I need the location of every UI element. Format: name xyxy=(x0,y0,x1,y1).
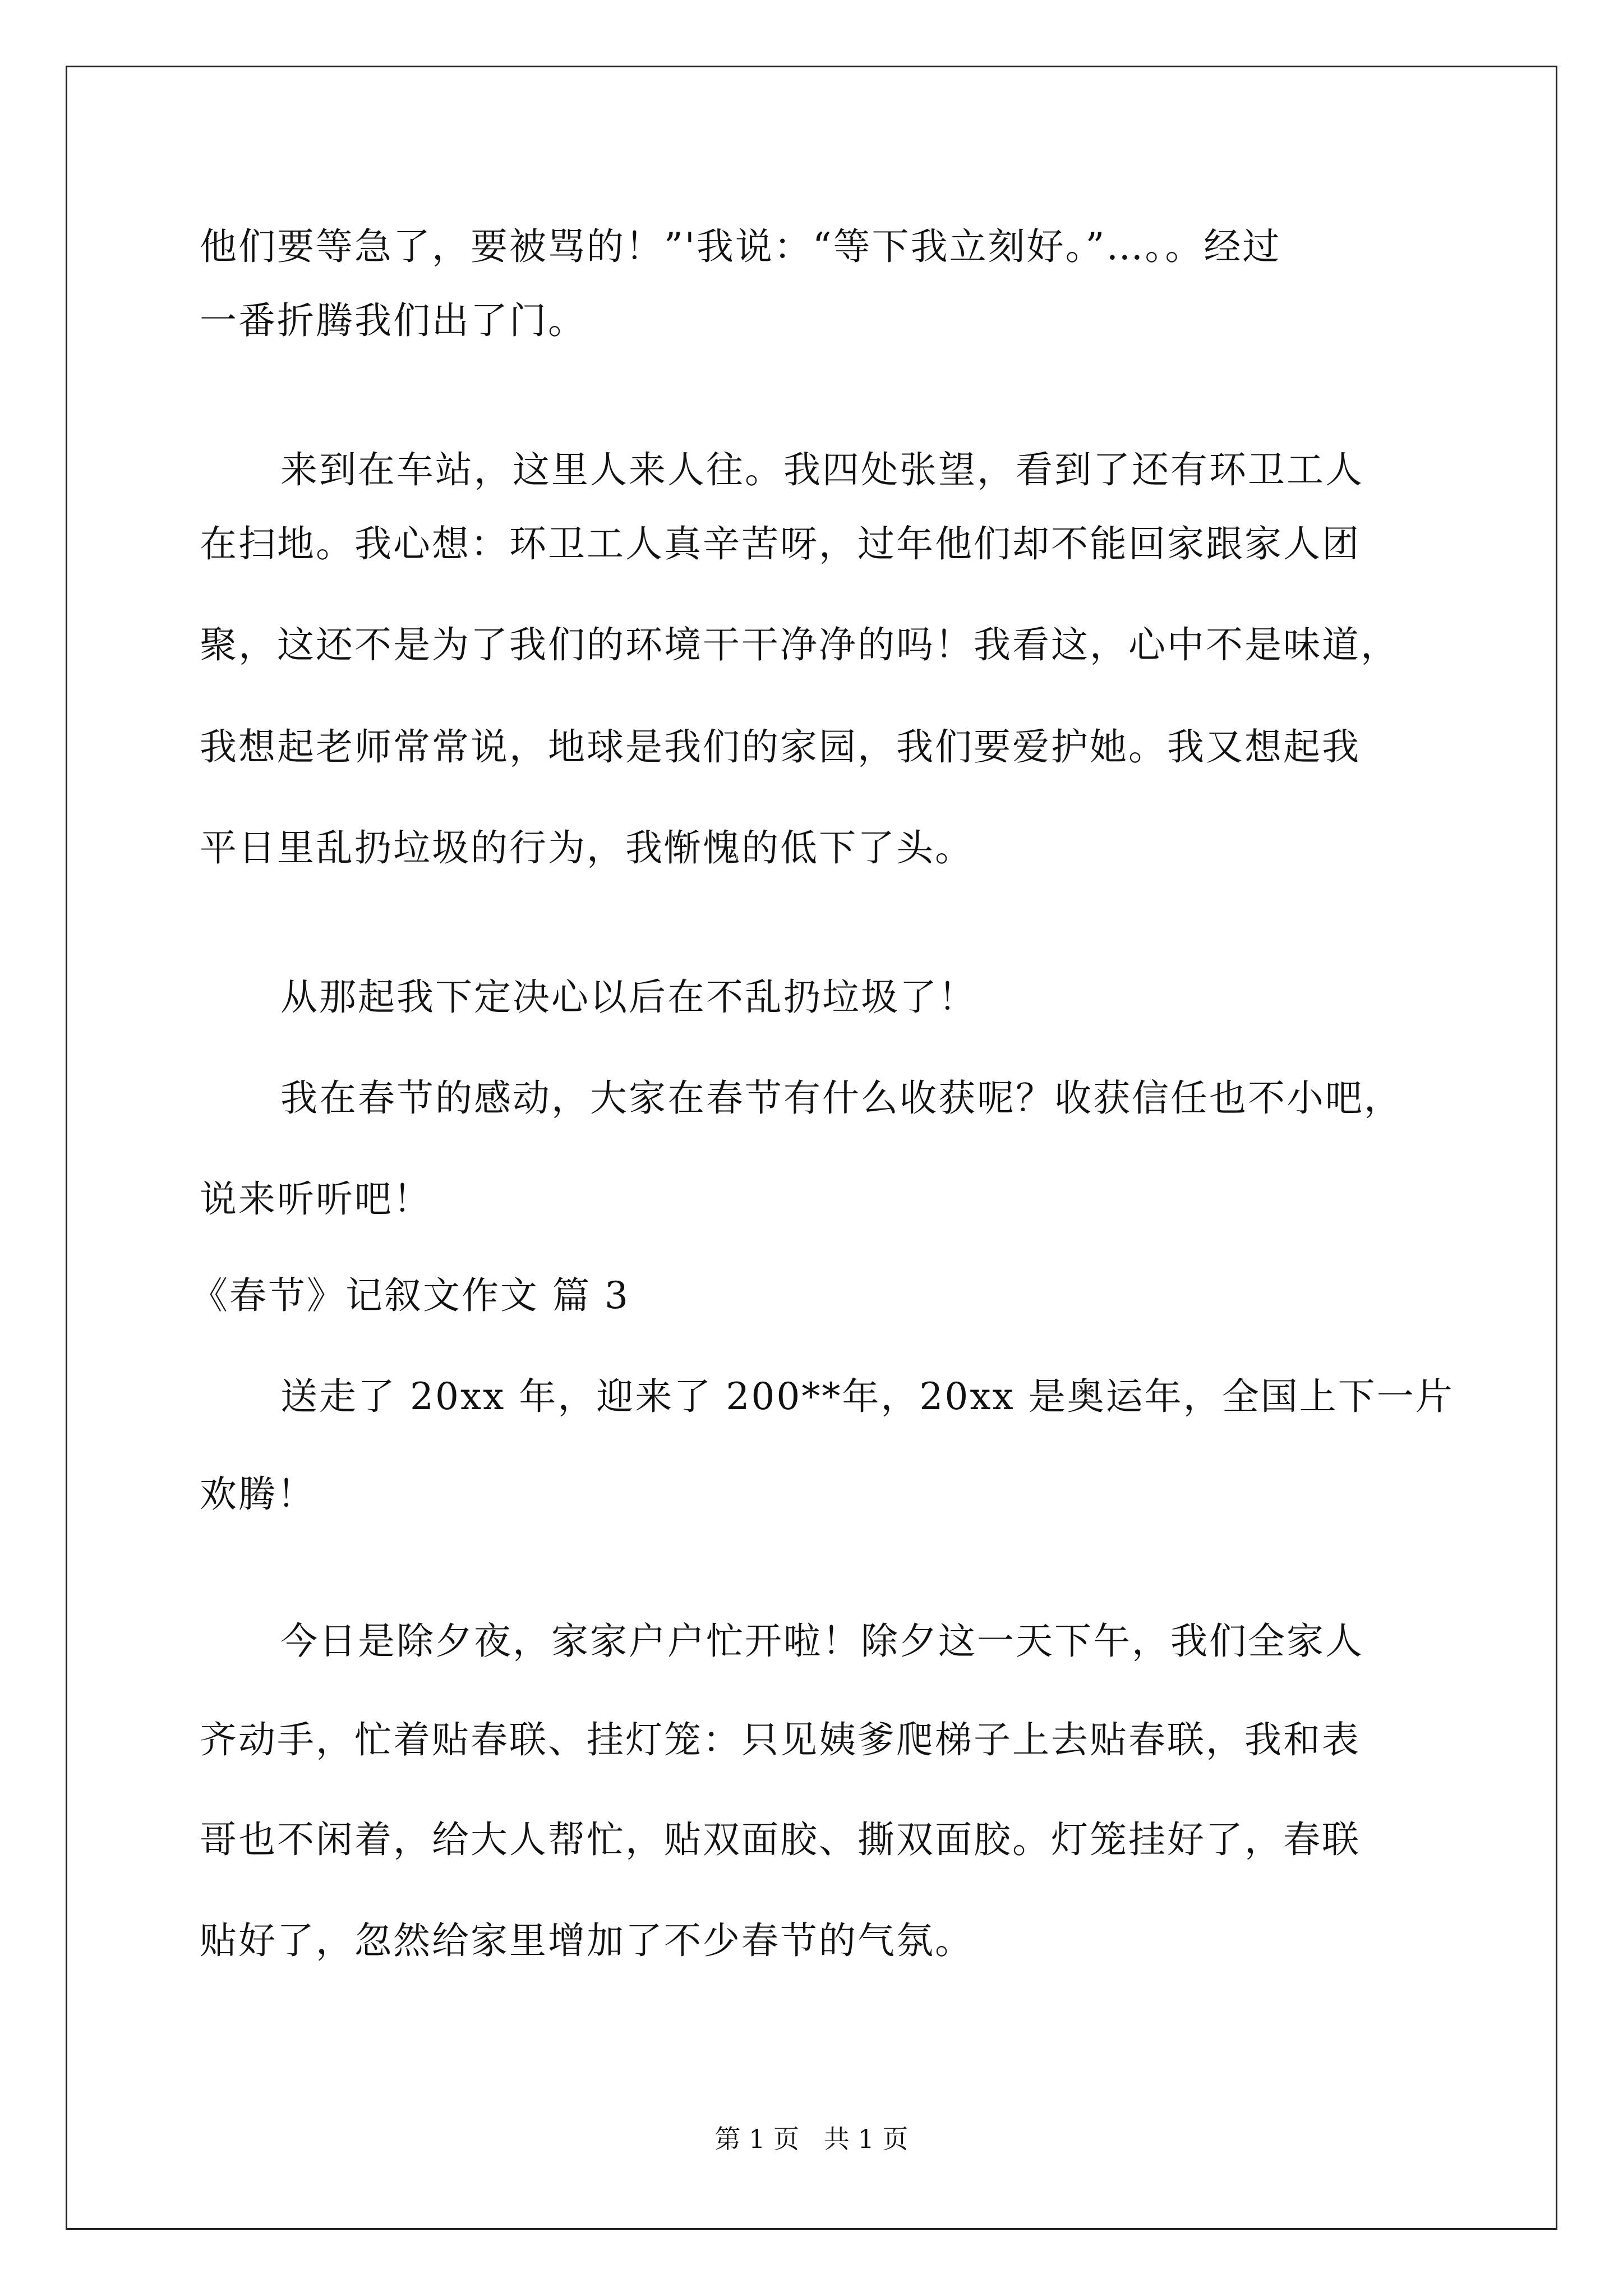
text-line: 一番折腾我们出了门。 xyxy=(200,299,587,342)
text-line: 今日是除夕夜，家家户户忙开啦！除夕这一天下午，我们全家人 xyxy=(280,1619,1364,1663)
text-line: 聚，这还不是为了我们的环境干干净净的吗！我看这，心中不是味道， xyxy=(200,623,1399,666)
text-line: 欢腾！ xyxy=(200,1473,316,1516)
section-heading: 《春节》记叙文作文 篇 3 xyxy=(191,1274,630,1317)
text-line: 来到在车站，这里人来人往。我四处张望，看到了还有环卫工人 xyxy=(280,448,1364,491)
text-line: 平日里乱扔垃圾的行为，我惭愧的低下了头。 xyxy=(200,826,974,869)
text-line: 在扫地。我心想：环卫工人真辛苦呀，过年他们却不能回家跟家人团 xyxy=(200,522,1361,565)
text-line: 齐动手，忙着贴春联、挂灯笼：只见姨爹爬梯子上去贴春联，我和表 xyxy=(200,1718,1361,1761)
text-line: 说来听听吧！ xyxy=(200,1177,432,1221)
text-line: 从那起我下定决心以后在不乱扔垃圾了！ xyxy=(280,976,977,1019)
text-line: 我想起老师常常说，地球是我们的家园，我们要爱护她。我又想起我 xyxy=(200,725,1361,769)
page-border xyxy=(66,66,1557,2230)
text-line: 我在春节的感动，大家在春节有什么收获呢？收获信任也不小吧， xyxy=(280,1076,1403,1120)
text-line: 哥也不闲着，给大人帮忙，贴双面胶、撕双面胶。灯笼挂好了，春联 xyxy=(200,1818,1361,1861)
text-line: 贴好了，忽然给家里增加了不少春节的气氛。 xyxy=(200,1919,974,1962)
text-line: 他们要等急了，要被骂的！”'我说：“等下我立刻好。”…。。经过 xyxy=(200,225,1281,268)
page-footer: 第 1 页 共 1 页 xyxy=(714,2124,909,2154)
text-line: 送走了 20xx 年，迎来了 200**年，20xx 是奥运年，全国上下一片 xyxy=(280,1375,1454,1418)
